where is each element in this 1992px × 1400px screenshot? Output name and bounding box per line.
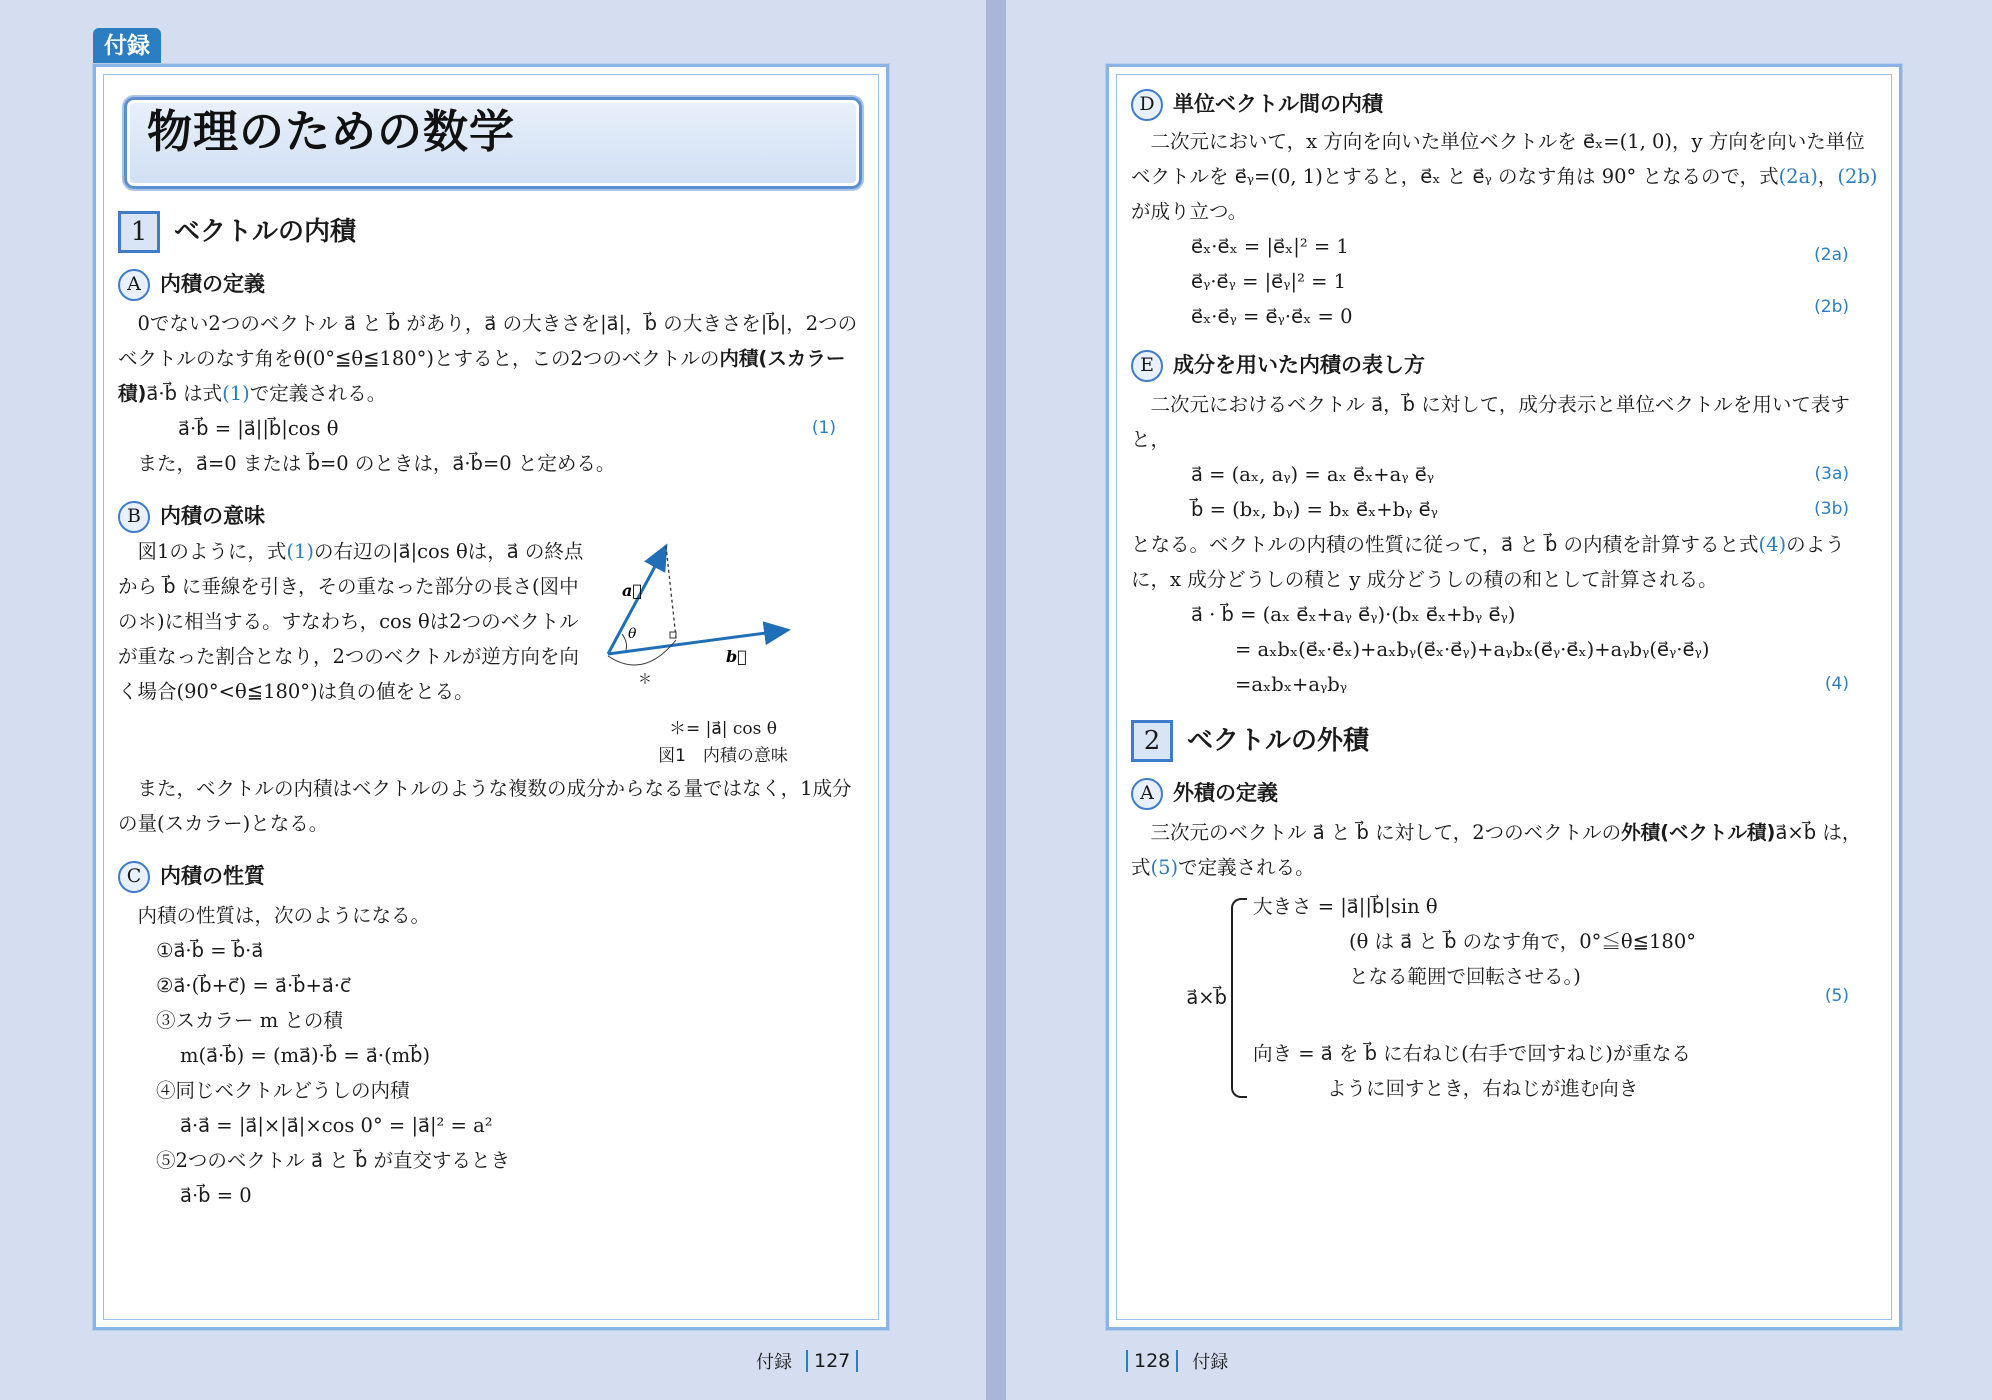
section-title: ベクトルの内積 xyxy=(174,216,357,247)
fig-label-b: b⃗ xyxy=(726,647,747,666)
text: の右辺の|a⃗|cos θは，a⃗ の終点から b⃗ に垂線を引き，その重なった部分の長さ(図中の＊)に相当する。すなわち，cos θは2つのベクトルが重なった割合となり，2つのベクトルが逆方向を向く場合(90°<θ≦180°)は負の値をとる。 xyxy=(118,540,584,703)
paragraph xyxy=(1131,527,1879,597)
equation-number: (3a) xyxy=(1814,464,1849,484)
paragraph xyxy=(1131,124,1879,229)
left-content xyxy=(118,87,866,1213)
text: で定義される。 xyxy=(1178,856,1315,879)
right-footer xyxy=(1126,1348,1228,1374)
fig-label-theta: θ xyxy=(628,626,637,642)
paragraph xyxy=(118,306,866,411)
subsection-B-heading xyxy=(118,499,866,534)
equation-number: (2a) xyxy=(1814,244,1849,265)
equation-number: (2b) xyxy=(1814,297,1849,318)
subsection-letter: E xyxy=(1131,350,1163,382)
list-item: ④同じベクトルどうしの内積 xyxy=(156,1079,410,1102)
subsection-title: 内積の意味 xyxy=(160,504,265,528)
section-number: 2 xyxy=(1131,720,1173,762)
paragraph: また，ベクトルの内積はベクトルのような複数の成分からなる量ではなく，1成分の量(スカラー)となる。 xyxy=(118,777,852,835)
equation-text: =aₓbₓ+aᵧbᵧ xyxy=(1235,673,1348,696)
subsection-E-heading xyxy=(1131,348,1879,383)
text: で定義される。 xyxy=(249,382,387,405)
equation-text: b⃗ = (bₓ, bᵧ) = bₓ e⃗ₓ+bᵧ e⃗ᵧ xyxy=(1191,498,1438,521)
equation-text: e⃗ₓ·e⃗ᵧ = e⃗ᵧ·e⃗ₓ = 0 xyxy=(1191,305,1353,328)
subsection-title: 単位ベクトル間の内積 xyxy=(1173,92,1383,116)
paragraph: 二次元におけるベクトル a⃗，b⃗ に対して，成分表示と単位ベクトルを用いて表すと， xyxy=(1131,393,1850,451)
gutter xyxy=(986,0,1006,1400)
equation-1 xyxy=(118,411,866,446)
text: a⃗·b⃗ は式 xyxy=(146,382,223,405)
equation-number: (3b) xyxy=(1814,499,1849,519)
figure-text xyxy=(118,534,588,771)
subsection-letter: C xyxy=(118,861,150,893)
vector-a-arrow xyxy=(608,546,666,654)
equation-ref: (2b) xyxy=(1837,165,1878,188)
equation-text: a⃗ · b⃗ = (aₓ e⃗ₓ+aᵧ e⃗ᵧ)·(bₓ e⃗ₓ+bᵧ e⃗ᵧ) xyxy=(1191,603,1516,626)
text: ， xyxy=(1817,165,1838,188)
left-footer xyxy=(756,1348,858,1374)
text: のように，x 成分どうしの積と y 成分どうしの積の和として計算される。 xyxy=(1131,533,1845,591)
equation-text: a⃗·b⃗ = |a⃗||b⃗|cos θ xyxy=(178,417,339,440)
cross-line: (θ は a⃗ と b⃗ のなす角で，0°≦θ≦180° xyxy=(1349,930,1696,953)
cross-product-definition xyxy=(1131,889,1879,1106)
subsection-letter: A xyxy=(118,269,150,301)
right-page xyxy=(1006,0,1992,1400)
angle-arc xyxy=(622,634,627,650)
right-content-frame xyxy=(1106,64,1902,1330)
section-2-heading xyxy=(1131,720,1879,762)
cross-lhs: a⃗×b⃗ xyxy=(1186,986,1227,1009)
equation-number: (1) xyxy=(811,418,836,438)
subsection-letter: B xyxy=(118,501,150,533)
bold-term: 内積(スカラー積) xyxy=(118,347,846,405)
inner-product-diagram xyxy=(588,534,858,704)
cross-line: 向き = a⃗ を b⃗ に右ねじ(右手で回すねじ)が重なる xyxy=(1253,1042,1691,1065)
curly-brace xyxy=(1231,898,1247,1098)
cross-line: 大きさ = |a⃗||b⃗|sin θ xyxy=(1253,895,1438,918)
subsection-title: 成分を用いた内積の表し方 xyxy=(1173,353,1425,377)
text: が成り立つ。 xyxy=(1131,200,1248,223)
equation-text: a⃗ = (aₓ, aᵧ) = aₓ e⃗ₓ+aᵧ e⃗ᵧ xyxy=(1191,463,1435,486)
cross-line: となる範囲で回転させる。) xyxy=(1349,965,1581,988)
equation-group-2 xyxy=(1131,229,1879,334)
section-1-heading xyxy=(118,211,866,253)
list-item: ①a⃗·b⃗ = b⃗·a⃗ xyxy=(156,939,264,962)
left-content-frame xyxy=(93,64,889,1330)
property-list xyxy=(118,933,866,1213)
paragraph: 内積の性質は，次のようになる。 xyxy=(137,904,431,927)
left-page xyxy=(0,0,986,1400)
subsection-A-heading xyxy=(118,267,866,302)
subsection-title: 外積の定義 xyxy=(1173,781,1278,805)
equation-ref: (1) xyxy=(286,540,315,563)
subsection-title: 内積の性質 xyxy=(160,864,265,888)
figure-formula: ＊= |a⃗| cos θ xyxy=(668,719,778,739)
page-number: 128 xyxy=(1126,1350,1178,1372)
equation-ref: (4) xyxy=(1758,533,1787,556)
paragraph: また，a⃗=0 または b⃗=0 のときは，a⃗·b⃗=0 と定める。 xyxy=(137,452,616,475)
paragraph xyxy=(118,534,588,709)
text: a⃗×b⃗ は，式 xyxy=(1131,821,1862,879)
right-angle-mark xyxy=(670,632,676,638)
equation-number: (4) xyxy=(1824,674,1849,694)
list-item: m(a⃗·b⃗) = (ma⃗)·b⃗ = a⃗·(mb⃗) xyxy=(180,1044,431,1067)
figure-caption: 図1 内積の意味 xyxy=(658,746,788,766)
equation-ref: (2a) xyxy=(1778,165,1818,188)
footer-label: 付録 xyxy=(1192,1352,1229,1373)
chapter-title-box xyxy=(124,97,862,189)
chapter-title: 物理のための数学 xyxy=(147,105,516,158)
subsection-D-heading xyxy=(1131,87,1879,122)
paragraph xyxy=(1131,815,1879,885)
fig-label-a: a⃗ xyxy=(622,581,642,600)
equation-ref: (5) xyxy=(1150,856,1179,879)
equation-4-block xyxy=(1131,597,1879,702)
text: 図1のように，式 xyxy=(137,540,287,563)
section-title: ベクトルの外積 xyxy=(1187,725,1370,756)
perpendicular-line xyxy=(666,546,676,638)
section-number: 1 xyxy=(118,211,160,253)
equation-ref: (1) xyxy=(222,382,250,405)
cross-line-row xyxy=(1253,959,1879,1014)
equation-text: = aₓbₓ(e⃗ₓ·e⃗ₓ)+aₓbᵧ(e⃗ₓ·e⃗ᵧ)+aᵧbₓ(e⃗ᵧ·e⃗ₓ)+aᵧbᵧ(e⃗ᵧ·e⃗ᵧ) xyxy=(1235,638,1710,661)
list-item: ②a⃗·(b⃗+c⃗) = a⃗·b⃗+a⃗·c⃗ xyxy=(156,974,351,997)
subsection-letter: A xyxy=(1131,778,1163,810)
appendix-tab: 付録 xyxy=(93,28,161,64)
text: 0でない2つのベクトル a⃗ と b⃗ があり，a⃗ の大きさを|a⃗|，b⃗ の大きさを|b⃗|，2つのベクトルのなす角をθ(0°≦θ≦180°)とすると，この2つのベクトルの xyxy=(118,312,858,370)
equation-text: e⃗ᵧ·e⃗ᵧ = |e⃗ᵧ|² = 1 xyxy=(1191,270,1347,293)
page-number: 127 xyxy=(806,1350,858,1372)
equation-3b xyxy=(1131,492,1879,527)
list-item: ③スカラー m との積 xyxy=(156,1009,343,1032)
subsection-letter: D xyxy=(1131,89,1163,121)
list-item: a⃗·a⃗ = |a⃗|×|a⃗|×cos 0° = |a⃗|² = a² xyxy=(180,1114,493,1137)
right-content xyxy=(1131,87,1879,1106)
subsection-title: 内積の定義 xyxy=(160,272,265,296)
equation-lines xyxy=(1131,229,1352,334)
fig-label-star: ＊ xyxy=(638,672,652,688)
footer-label: 付録 xyxy=(756,1352,792,1373)
text: となる。ベクトルの内積の性質に従って，a⃗ と b⃗ の内積を計算すると式 xyxy=(1131,533,1759,556)
text: 三次元のベクトル a⃗ と b⃗ に対して，2つのベクトルの xyxy=(1150,821,1622,844)
subsection-C-heading xyxy=(118,859,866,894)
cross-line: ように回すとき，右ねじが進む向き xyxy=(1327,1077,1639,1100)
cross-rhs xyxy=(1247,889,1879,1106)
list-item: a⃗·b⃗ = 0 xyxy=(180,1184,252,1207)
subsection-2A-heading xyxy=(1131,776,1879,811)
figure-1 xyxy=(588,534,858,771)
bold-term: 外積(ベクトル積) xyxy=(1621,821,1776,844)
equation-text: e⃗ₓ·e⃗ₓ = |e⃗ₓ|² = 1 xyxy=(1191,235,1349,258)
equation-3a xyxy=(1131,457,1879,492)
equation-numbers xyxy=(1814,229,1879,334)
text: 二次元において，x 方向を向いた単位ベクトルを e⃗ₓ=(1, 0)，y 方向を向いた単位ベクトルを e⃗ᵧ=(0, 1)とすると，e⃗ₓ と e⃗ᵧ のなす角は 90° となるので，式 xyxy=(1131,130,1865,188)
equation-number: (5) xyxy=(1824,986,1849,1006)
list-item: ⑤2つのベクトル a⃗ と b⃗ が直交するとき xyxy=(156,1149,511,1172)
figure-block xyxy=(118,534,866,771)
equation-line xyxy=(1191,667,1879,702)
